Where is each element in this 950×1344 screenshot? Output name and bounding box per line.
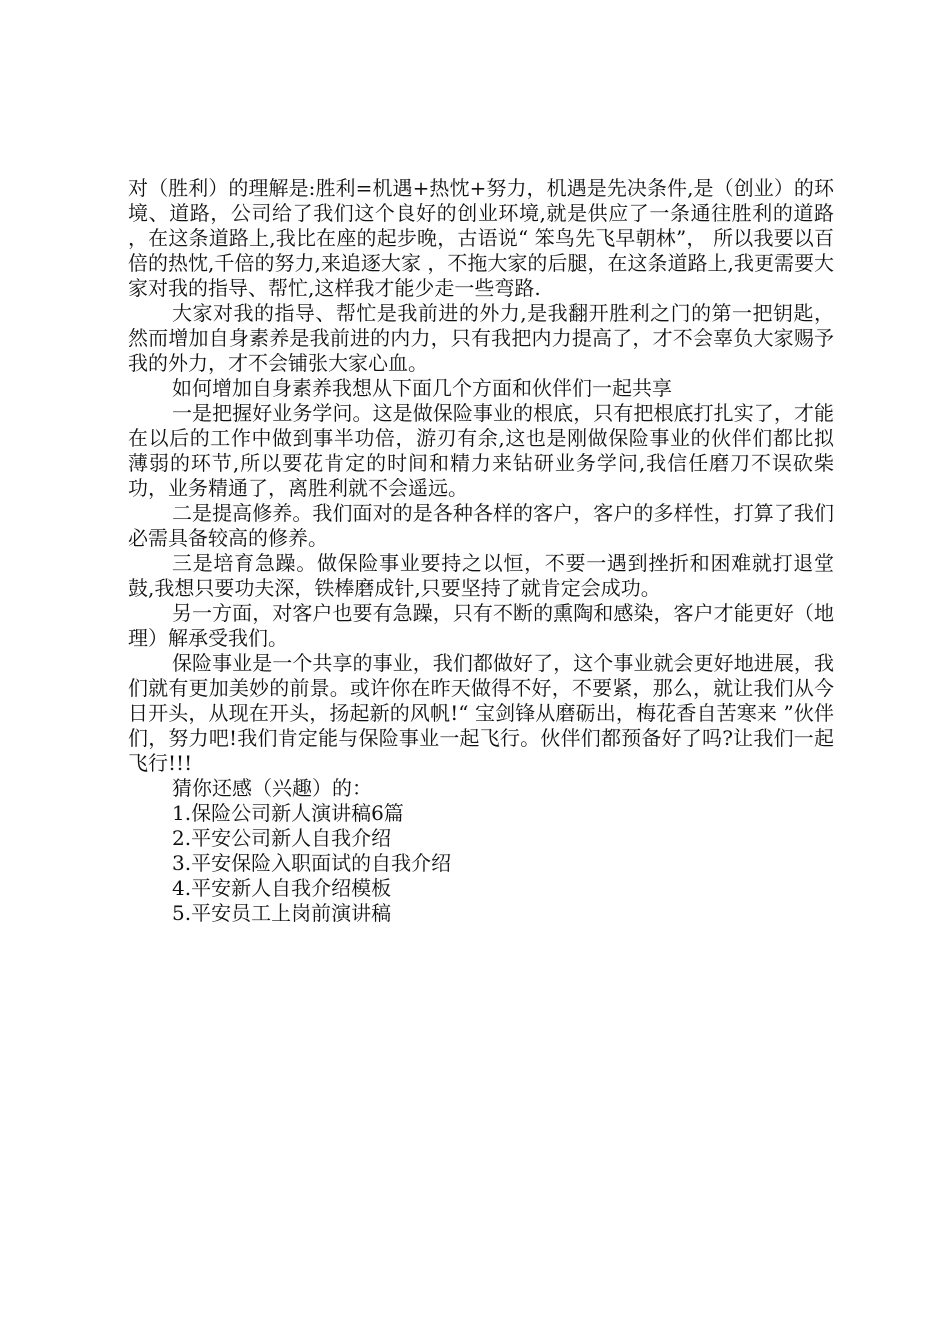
related-article-link[interactable]: 3.平安保险入职面试的自我介绍 [172, 851, 452, 875]
related-article-link[interactable]: 2.平安公司新人自我介绍 [172, 826, 392, 850]
paragraph-closing: 保险事业是一个共享的事业，我们都做好了，这个事业就会更好地进展，我们就有更加美妙的前景。或许你在昨天做得不好，不要紧，那么，就让我们从今日开头，从现在开头，扬起新的风帆!“ 宝剑锋从磨砺出，梅花香自苦寒来 ”伙伴们，努力吧!我们肯定能与保险事业一起飞行。伙伴们都预备好了吗?让我们一起飞行!!! [128, 651, 834, 775]
paragraph-victory-understanding: 对（胜利）的理解是:胜利=机遇+热忱+努力，机遇是先决条件,是（创业）的环境、道路，公司给了我们这个良好的创业环境,就是供应了一条通往胜利的道路 ，在这条道路上,我比在座的起步晚，古语说“ 笨鸟先飞早朝林”， 所以我要以百倍的热忱,千倍的努力,来追逐大家 ，不拖大家的后腿，在这条道路上,我更需要大家对我的指导、帮忙,这样我才能少走一些弯路. [128, 176, 834, 300]
paragraph-point-one-business-knowledge: 一是把握好业务学问。这是做保险事业的根底，只有把根底打扎实了，才能在以后的工作中做到事半功倍，游刃有余,这也是刚做保险事业的伙伴们都比拟薄弱的环节,所以要花肯定的时间和精力来钻研业务学问,我信任磨刀不误砍柴功，业务精通了，离胜利就不会遥远。 [128, 401, 834, 500]
paragraph-point-two-cultivation: 二是提高修养。我们面对的是各种各样的客户，客户的多样性，打算了我们必需具备较高的修养。 [128, 501, 834, 550]
paragraph-guidance-and-help: 大家对我的指导、帮忙是我前进的外力,是我翻开胜利之门的第一把钥匙，然而增加自身素养是我前进的内力，只有我把内力提高了，才不会辜负大家赐予我的外力，才不会铺张大家心血。 [128, 301, 834, 375]
paragraph-customer-patience: 另一方面，对客户也要有急躁，只有不断的熏陶和感染，客户才能更好（地理）解承受我们。 [128, 601, 834, 650]
paragraph-self-improvement-intro: 如何增加自身素养我想从下面几个方面和伙伴们一起共享 [172, 376, 672, 400]
document-body [128, 176, 834, 926]
paragraph-point-three-patience: 三是培育急躁。做保险事业要持之以恒，不要一遇到挫折和困难就打退堂鼓,我想只要功夫深，铁棒磨成针,只要坚持了就肯定会成功。 [128, 551, 834, 600]
related-article-link[interactable]: 1.保险公司新人演讲稿6篇 [172, 801, 404, 825]
related-articles-list [128, 801, 834, 926]
related-article-link[interactable]: 4.平安新人自我介绍模板 [172, 876, 392, 900]
related-article-link[interactable]: 5.平安员工上岗前演讲稿 [172, 901, 392, 925]
related-articles-heading: 猜你还感（兴趣）的： [172, 776, 372, 800]
